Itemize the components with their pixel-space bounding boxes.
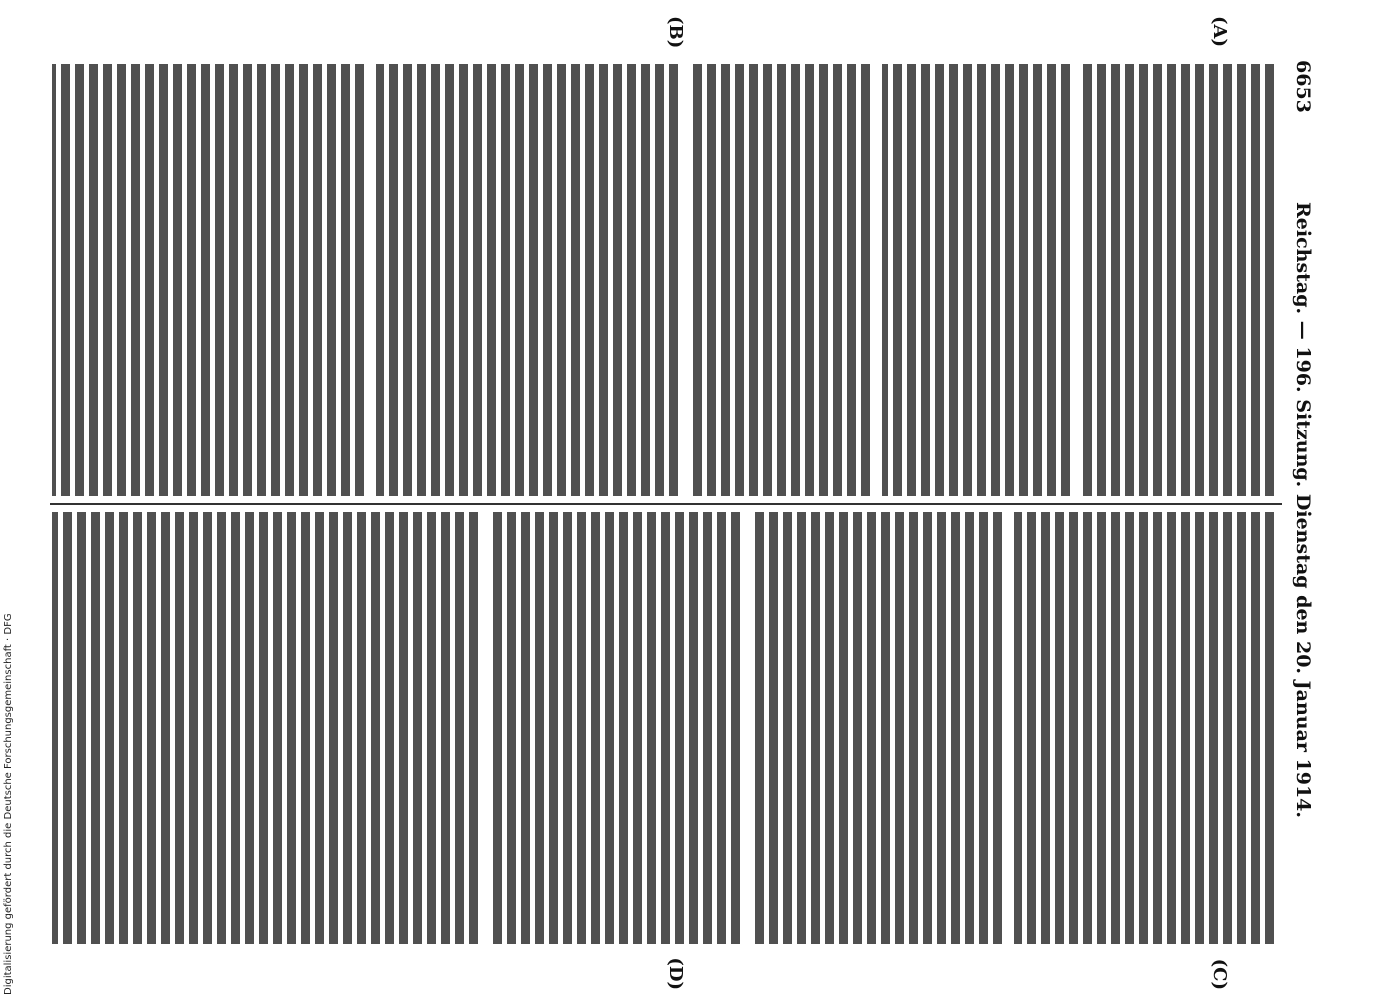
text-block	[490, 512, 740, 944]
text-block	[882, 64, 1070, 496]
text-block	[376, 64, 678, 496]
left-column	[50, 64, 1282, 496]
text-block	[1014, 512, 1274, 944]
right-column	[50, 512, 1282, 944]
margin-letter-d: (D)	[665, 957, 686, 990]
text-block	[752, 512, 1002, 944]
document-page	[36, 0, 1326, 1000]
margin-letter-c: (C)	[1209, 958, 1230, 990]
session-title: Reichstag. — 196. Sitzung. Dienstag den 20. Januar 1914.	[1292, 201, 1314, 819]
digitization-credit	[0, 600, 16, 995]
text-block	[52, 64, 364, 496]
text-block	[52, 512, 478, 944]
margin-letter-a: (A)	[1209, 16, 1230, 47]
text-block	[1082, 64, 1274, 496]
credit-text: Digitalisierung gefördert durch die Deutsche Forschungsgemeinschaft · DFG	[3, 613, 14, 995]
margin-letter-b: (B)	[665, 16, 686, 49]
column-divider	[50, 503, 1282, 505]
running-header	[1288, 60, 1314, 960]
text-block	[690, 64, 870, 496]
page-number: 6653	[1292, 60, 1314, 113]
